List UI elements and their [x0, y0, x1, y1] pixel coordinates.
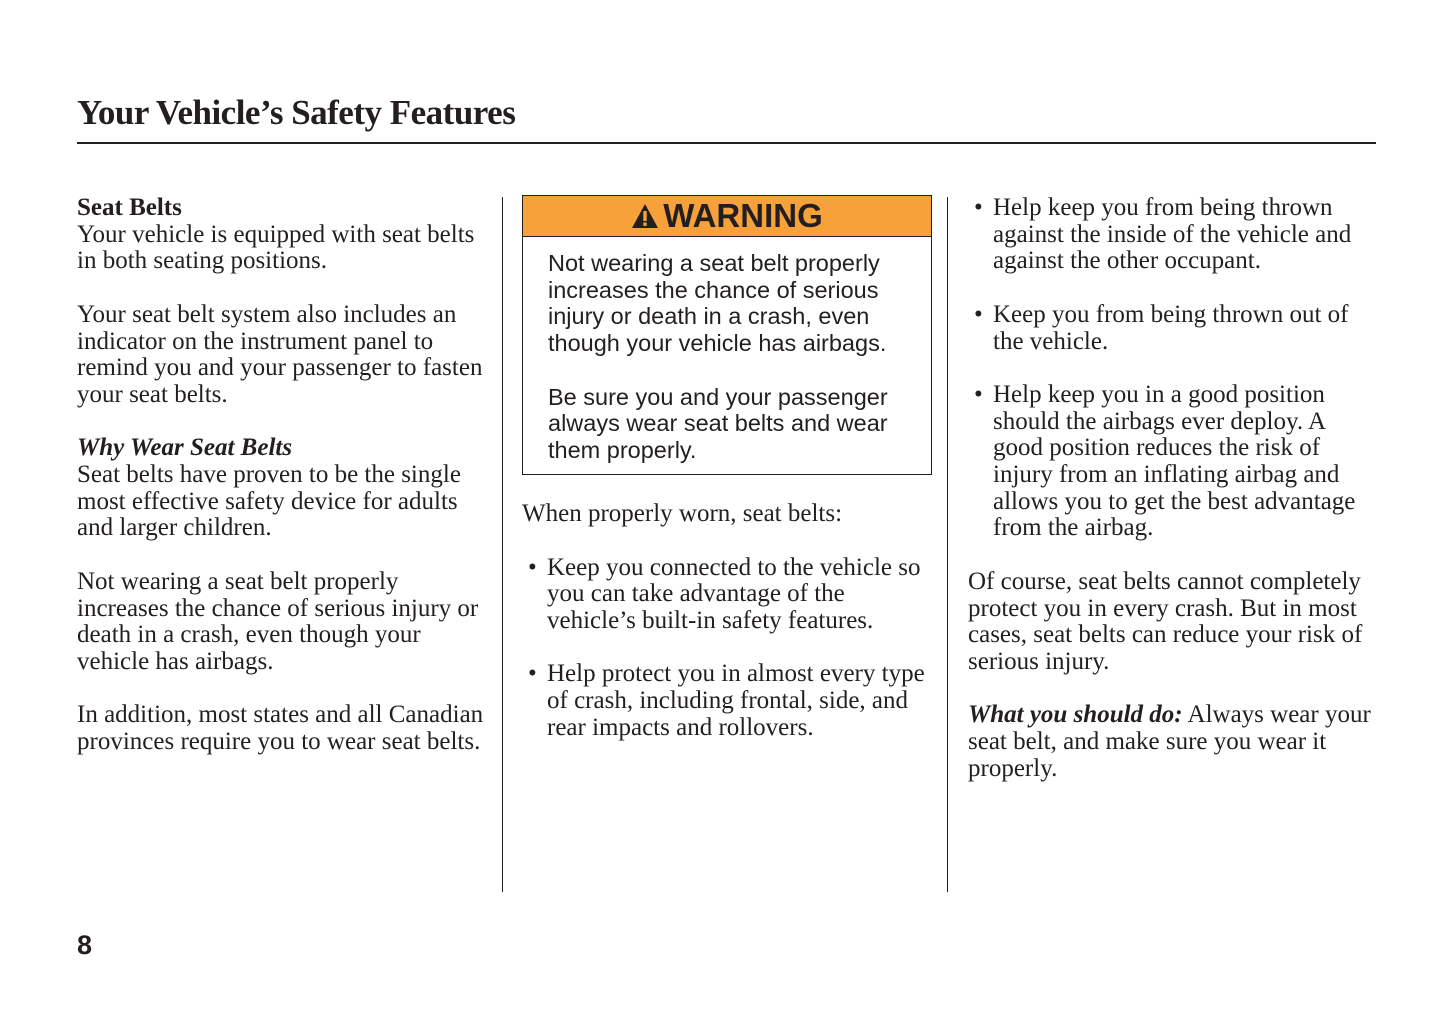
state-laws-text: In addition, most states and all Canadian provinces require you to wear seat belts. — [77, 701, 484, 755]
section-heading-seat-belts: Seat Belts — [77, 194, 182, 221]
limitations-text: Of course, seat belts cannot completely protect you in every crash. But in most cases, seat belts can reduce your risk of serious injury. — [968, 567, 1363, 675]
warning-body — [523, 237, 931, 474]
title-rule — [77, 142, 1376, 144]
warning-title: WARNING — [663, 197, 823, 234]
not-wearing-text: Not wearing a seat belt properly increases the chance of serious injury or death in a crash, even though your vehicle has airbags. — [77, 567, 479, 675]
warning-header — [523, 196, 931, 237]
list-item: • Help protect you in almost every type of crash, including frontal, side, and rear impacts and rollovers. — [522, 661, 932, 741]
column-middle — [522, 195, 932, 768]
column-right — [968, 195, 1378, 809]
what-to-do-paragraph — [968, 702, 1378, 782]
why-wear-text: Seat belts have proven to be the single most effective safety device for adults and larger children. — [77, 461, 461, 542]
seat-belt-indicator-text: Your seat belt system also includes an indicator on the instrument panel to remind you and your passenger to fasten your seat belts. — [77, 300, 483, 408]
warning-text-instruction: Be sure you and your passenger always wear seat belts and wear them properly. — [548, 383, 888, 463]
page-title: Your Vehicle’s Safety Features — [77, 93, 516, 132]
what-to-do-text: Always wear your seat belt, and make sure you wear it properly. — [968, 701, 1371, 782]
benefits-list-middle — [522, 555, 932, 742]
seat-belt-intro: Your vehicle is equipped with seat belts in both seating positions. — [77, 220, 475, 275]
benefits-list-right — [968, 195, 1378, 542]
properly-worn-lead: When properly worn, seat belts: — [522, 500, 843, 528]
page-number: 8 — [77, 930, 93, 960]
column-divider-right — [947, 197, 948, 892]
column-left — [77, 195, 492, 782]
warning-triangle-icon — [631, 203, 659, 229]
warning-text-risk: Not wearing a seat belt properly increases the chance of serious injury or death in a crash, even though your vehicle has airbags. — [548, 250, 887, 357]
list-item: • Keep you from being thrown out of the vehicle. — [968, 302, 1378, 355]
subheading-why-wear: Why Wear Seat Belts — [77, 434, 293, 462]
warning-box — [522, 195, 932, 475]
list-item: • Help keep you from being thrown against the inside of the vehicle and against the other occupant. — [968, 195, 1378, 275]
column-divider-left — [502, 197, 503, 892]
list-item: • Help keep you in a good position should the airbags ever deploy. A good position reduces the risk of injury from an inflating airbag and allows you to get the best advantage from the airbag. — [968, 382, 1378, 542]
what-to-do-heading: What you should do: — [968, 701, 1183, 729]
list-item: • Keep you connected to the vehicle so you can take advantage of the vehicle’s built-in safety features. — [522, 555, 932, 635]
